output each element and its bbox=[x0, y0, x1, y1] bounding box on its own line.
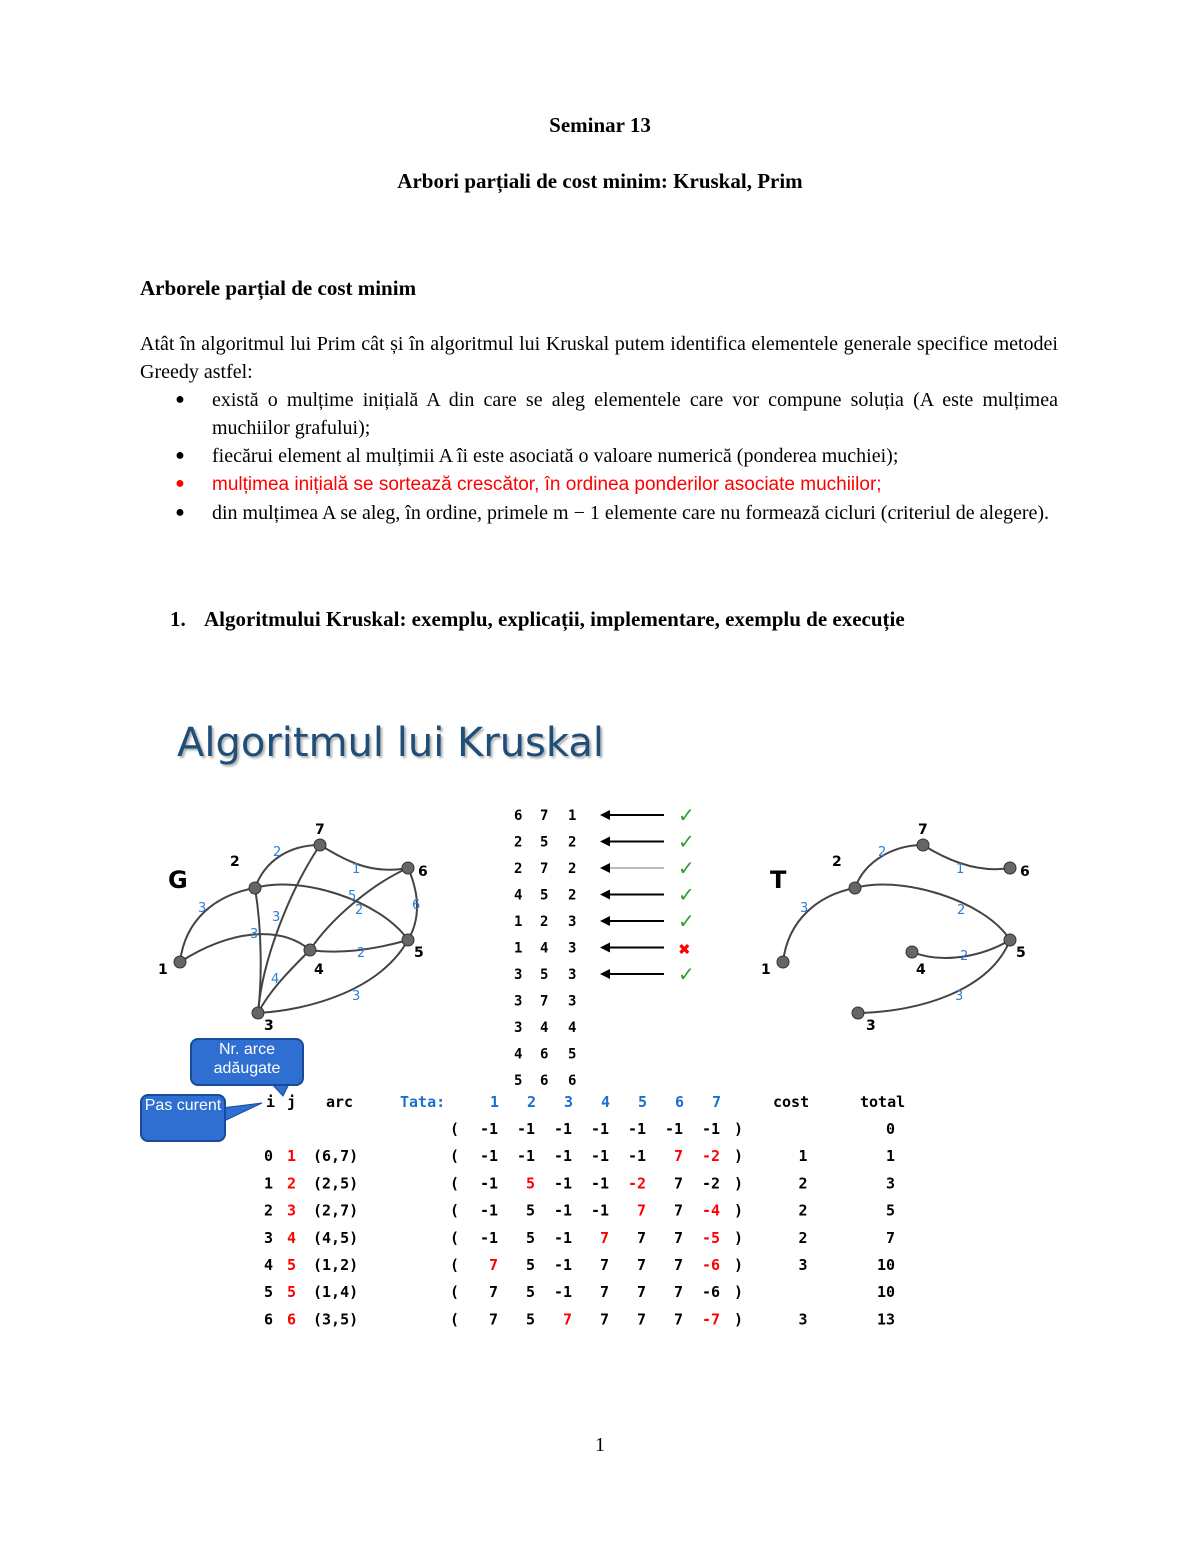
row-paren: ) bbox=[734, 1283, 744, 1302]
g-node bbox=[402, 934, 414, 946]
row-arc: (2,5) bbox=[313, 1174, 359, 1193]
g-node-label: 2 bbox=[230, 854, 240, 870]
g-edge-1-2 bbox=[180, 888, 255, 962]
sorted-edge-to: 7 bbox=[540, 808, 549, 824]
row-i: 4 bbox=[264, 1256, 274, 1274]
g-node bbox=[249, 882, 261, 894]
g-node-label: 7 bbox=[315, 822, 325, 838]
header-total: total bbox=[860, 1093, 906, 1111]
row-tata-value: 5 bbox=[525, 1283, 535, 1302]
row-tata-value: -1 bbox=[590, 1147, 609, 1166]
row-paren: ( bbox=[450, 1147, 460, 1166]
row-paren: ( bbox=[450, 1228, 460, 1247]
row-arc: (6,7) bbox=[313, 1147, 359, 1166]
row-cost: 2 bbox=[798, 1201, 808, 1220]
row-arc: (3,5) bbox=[313, 1310, 359, 1329]
row-j: 5 bbox=[287, 1256, 297, 1274]
row-tata-value: -1 bbox=[590, 1120, 609, 1138]
arrow-head bbox=[600, 969, 610, 979]
row-i: 5 bbox=[264, 1283, 274, 1302]
g-edge-4-3 bbox=[258, 950, 310, 1013]
sorted-edge-weight: 4 bbox=[568, 1020, 577, 1036]
t-node-label: 3 bbox=[866, 1018, 876, 1034]
check-icon: ✓ bbox=[678, 829, 695, 854]
arrow-head bbox=[600, 890, 610, 900]
t-edge-2-5 bbox=[855, 885, 1010, 940]
g-weight-label: 6 bbox=[412, 898, 421, 913]
callout-current-step: Pas curent bbox=[140, 1094, 226, 1142]
intro-paragraph: Atât în algoritmul lui Prim cât și în algoritmul lui Kruskal putem identifica elementele generale specifice metodei Greedy astfel: bbox=[140, 333, 1058, 383]
arrow-head bbox=[600, 943, 610, 953]
row-tata-value: 7 bbox=[636, 1310, 646, 1329]
row-j: 4 bbox=[287, 1228, 297, 1247]
row-paren: ) bbox=[734, 1174, 744, 1193]
sorted-edge-from: 3 bbox=[514, 967, 523, 983]
row-total: 13 bbox=[876, 1310, 895, 1329]
sorted-edge-weight: 6 bbox=[568, 1073, 577, 1089]
row-tata-value: 7 bbox=[599, 1310, 609, 1329]
t-node bbox=[777, 956, 789, 968]
sorted-edge-from: 2 bbox=[514, 861, 523, 877]
t-node-label: 4 bbox=[916, 962, 926, 978]
row-paren: ) bbox=[734, 1201, 744, 1220]
t-weight-label: 3 bbox=[955, 989, 964, 1004]
row-tata-value: 7 bbox=[599, 1283, 609, 1302]
row-j: 5 bbox=[287, 1283, 297, 1302]
g-weight-label: 1 bbox=[352, 862, 361, 877]
bullet-icon: ● bbox=[175, 447, 185, 464]
t-edge-2-7 bbox=[855, 845, 923, 888]
g-node bbox=[252, 1007, 264, 1019]
row-tata-value: 7 bbox=[636, 1283, 646, 1302]
graph-t-weights bbox=[800, 845, 968, 1004]
row-arc: (4,5) bbox=[313, 1228, 359, 1247]
row-i: 0 bbox=[264, 1147, 274, 1166]
row-tata-value: -7 bbox=[701, 1310, 720, 1329]
check-icon: ✓ bbox=[678, 856, 695, 880]
sorted-edge-weight: 5 bbox=[568, 1046, 577, 1063]
header-col: 1 bbox=[490, 1093, 500, 1111]
row-tata-value: -1 bbox=[590, 1174, 609, 1193]
header-tata: Tata: bbox=[400, 1093, 446, 1111]
g-weight-label: 2 bbox=[357, 946, 366, 961]
check-icon: ✓ bbox=[678, 803, 695, 827]
t-node-label: 2 bbox=[832, 854, 842, 870]
header-col: 7 bbox=[712, 1093, 722, 1111]
t-edge-7-6 bbox=[923, 845, 1010, 869]
sorted-edge-to: 4 bbox=[540, 940, 549, 957]
g-node-label: 1 bbox=[158, 962, 168, 978]
row-tata-value: 7 bbox=[673, 1174, 683, 1193]
g-edge-7-6 bbox=[320, 845, 408, 870]
sorted-edge-weight: 1 bbox=[568, 808, 577, 824]
g-node bbox=[314, 839, 326, 851]
sorted-edge-to: 4 bbox=[540, 1020, 549, 1036]
row-tata-value: -1 bbox=[479, 1201, 498, 1220]
bullet-icon: ● bbox=[175, 504, 185, 521]
graph-g-nodes bbox=[174, 839, 414, 1019]
t-weight-label: 2 bbox=[957, 903, 966, 918]
row-tata-value: 7 bbox=[673, 1256, 683, 1274]
row-tata-value: -1 bbox=[553, 1174, 572, 1193]
row-tata-value: -1 bbox=[553, 1256, 572, 1274]
bullet-text-highlight: mulțimea inițială se sortează crescător, în ordinea ponderilor asociate muchiilor; bbox=[212, 474, 882, 495]
header-arc: arc bbox=[326, 1093, 354, 1111]
row-cost: 2 bbox=[798, 1174, 808, 1193]
sorted-edge-to: 7 bbox=[540, 993, 549, 1010]
graph-t-label: T bbox=[770, 866, 787, 894]
row-paren: ( bbox=[450, 1174, 460, 1193]
row-tata-value: -6 bbox=[701, 1256, 720, 1274]
row-j: 6 bbox=[287, 1310, 297, 1329]
row-total: 0 bbox=[885, 1120, 895, 1138]
header-i: i bbox=[266, 1093, 276, 1111]
row-tata-value: -6 bbox=[701, 1283, 720, 1302]
g-node-label: 3 bbox=[264, 1018, 274, 1034]
section-title: Arborele parțial de cost minim bbox=[140, 276, 417, 300]
sorted-edge-from: 5 bbox=[514, 1073, 523, 1089]
row-total: 3 bbox=[885, 1174, 895, 1193]
g-weight-label: 2 bbox=[273, 845, 282, 860]
g-node-label: 6 bbox=[418, 864, 428, 880]
arrow-head bbox=[600, 863, 610, 873]
header-col: 4 bbox=[601, 1093, 611, 1111]
g-weight-label: 3 bbox=[272, 910, 281, 925]
t-node bbox=[917, 839, 929, 851]
g-weight-label: 2 bbox=[355, 903, 364, 918]
row-tata-value: -2 bbox=[701, 1147, 720, 1166]
row-tata-value: -1 bbox=[553, 1201, 572, 1220]
row-arc: (2,7) bbox=[313, 1201, 359, 1220]
sorted-edge-weight: 3 bbox=[568, 914, 577, 930]
row-tata-value: -1 bbox=[516, 1147, 535, 1166]
callout-pointer bbox=[222, 1103, 262, 1122]
t-weight-label: 2 bbox=[878, 845, 887, 860]
t-node bbox=[1004, 862, 1016, 874]
row-paren: ( bbox=[450, 1283, 460, 1302]
row-tata-value: -1 bbox=[479, 1120, 498, 1138]
sorted-edge-from: 3 bbox=[514, 1020, 523, 1036]
row-tata-value: -2 bbox=[701, 1174, 720, 1193]
g-weight-label: 4 bbox=[271, 972, 280, 987]
t-node bbox=[1004, 934, 1016, 946]
check-icon: ✓ bbox=[678, 909, 695, 933]
row-tata-value: -1 bbox=[664, 1120, 683, 1138]
sorted-edge-to: 6 bbox=[540, 1046, 549, 1063]
slide-title: Algoritmul lui Kruskal bbox=[177, 720, 604, 766]
row-tata-value: -1 bbox=[553, 1283, 572, 1302]
row-tata-value: 5 bbox=[525, 1256, 535, 1274]
bullet-text: fiecărui element al mulțimii A îi este asociată o valoare numerică (ponderea muchiei); bbox=[212, 445, 899, 467]
header-col: 2 bbox=[527, 1093, 537, 1111]
row-tata-value: 7 bbox=[562, 1310, 572, 1329]
t-node-label: 5 bbox=[1016, 945, 1026, 961]
sorted-edge-list bbox=[514, 808, 576, 1089]
graph-t-node-labels bbox=[761, 822, 1030, 1034]
row-tata-value: 7 bbox=[636, 1228, 646, 1247]
row-tata-value: 7 bbox=[673, 1147, 683, 1166]
g-edge-7-3 bbox=[258, 845, 320, 1013]
graph-g-label: G bbox=[168, 866, 188, 894]
row-i: 2 bbox=[264, 1201, 274, 1220]
row-i: 1 bbox=[264, 1174, 274, 1193]
row-tata-value: 7 bbox=[599, 1228, 609, 1247]
sorted-edge-from: 1 bbox=[514, 940, 523, 957]
sorted-edge-from: 4 bbox=[514, 887, 523, 904]
bullet-icon: ● bbox=[175, 475, 185, 492]
header-j: j bbox=[287, 1093, 297, 1111]
t-node-label: 1 bbox=[761, 962, 771, 978]
g-node-label: 4 bbox=[314, 962, 324, 978]
graph-t-nodes bbox=[777, 839, 1016, 1019]
row-tata-value: 7 bbox=[488, 1310, 498, 1329]
sorted-edge-from: 6 bbox=[514, 808, 523, 824]
t-weight-label: 1 bbox=[956, 862, 965, 877]
row-tata-value: 5 bbox=[525, 1228, 535, 1247]
row-tata-value: -1 bbox=[627, 1120, 646, 1138]
row-tata-value: 7 bbox=[636, 1256, 646, 1274]
bullet-text: din mulțimea A se aleg, în ordine, primele m − 1 elemente care nu formează cicluri (criteriul de alegere). bbox=[212, 502, 1050, 524]
t-weight-label: 2 bbox=[960, 949, 969, 964]
row-paren: ) bbox=[734, 1310, 744, 1329]
g-node-label: 5 bbox=[414, 945, 424, 961]
row-total: 7 bbox=[885, 1228, 895, 1247]
sorted-edge-from: 2 bbox=[514, 834, 523, 851]
row-cost: 2 bbox=[798, 1228, 808, 1247]
row-tata-value: -1 bbox=[553, 1120, 572, 1138]
row-tata-value: 7 bbox=[673, 1228, 683, 1247]
sorted-edge-weight: 2 bbox=[568, 861, 577, 877]
sorted-edge-to: 5 bbox=[540, 834, 549, 851]
seminar-title: Seminar 13 bbox=[549, 113, 651, 137]
check-icon: ✓ bbox=[678, 882, 695, 907]
cross-icon: ✖ bbox=[678, 940, 691, 959]
row-tata-value: 7 bbox=[599, 1256, 609, 1274]
g-edge-1-4 bbox=[180, 934, 310, 962]
row-tata-value: -1 bbox=[627, 1147, 646, 1166]
t-node bbox=[849, 882, 861, 894]
header-col: 5 bbox=[638, 1093, 648, 1111]
row-total: 10 bbox=[876, 1256, 895, 1274]
g-weight-label: 3 bbox=[198, 901, 207, 916]
arrow-head bbox=[600, 810, 610, 820]
row-tata-value: -1 bbox=[516, 1120, 535, 1138]
row-arc: (1,4) bbox=[313, 1283, 359, 1302]
sorted-edge-weight: 3 bbox=[568, 967, 577, 983]
sorted-edge-weight: 3 bbox=[568, 940, 577, 957]
edge-selection-arrows bbox=[600, 803, 695, 986]
sorted-edge-weight: 3 bbox=[568, 993, 577, 1010]
sorted-edge-weight: 2 bbox=[568, 887, 577, 904]
row-cost: 3 bbox=[798, 1310, 808, 1329]
row-tata-value: -1 bbox=[553, 1147, 572, 1166]
sorted-edge-from: 1 bbox=[514, 914, 523, 930]
row-paren: ( bbox=[450, 1256, 460, 1274]
sorted-edge-weight: 2 bbox=[568, 834, 577, 851]
sorted-edge-from: 3 bbox=[514, 993, 523, 1010]
t-node-label: 7 bbox=[918, 822, 928, 838]
graph-t bbox=[783, 845, 1010, 1013]
g-edge-2-3 bbox=[255, 888, 261, 1013]
g-edge-2-7 bbox=[255, 845, 320, 888]
sorted-edge-to: 6 bbox=[540, 1073, 549, 1089]
header-cost: cost bbox=[773, 1093, 810, 1111]
g-weight-label: 3 bbox=[352, 989, 361, 1004]
g-weight-label: 5 bbox=[348, 889, 357, 904]
row-paren: ( bbox=[450, 1201, 460, 1220]
row-j: 1 bbox=[287, 1147, 297, 1166]
row-total: 10 bbox=[876, 1283, 895, 1302]
row-tata-value: -5 bbox=[701, 1228, 720, 1247]
row-tata-value: -1 bbox=[701, 1120, 720, 1138]
row-tata-value: 5 bbox=[525, 1174, 535, 1193]
execution-table bbox=[264, 1093, 905, 1328]
sorted-edge-to: 5 bbox=[540, 967, 549, 983]
seminar-subtitle: Arbori parțiali de cost minim: Kruskal, Prim bbox=[397, 169, 803, 193]
row-paren: ) bbox=[734, 1256, 744, 1274]
row-tata-value: -4 bbox=[701, 1201, 720, 1220]
graph-g bbox=[180, 845, 417, 1013]
g-node bbox=[174, 956, 186, 968]
header-col: 6 bbox=[675, 1093, 685, 1111]
row-tata-value: -1 bbox=[479, 1228, 498, 1247]
heading-text: Algoritmului Kruskal: exemplu, explicații, implementare, exemplu de execuție bbox=[204, 607, 905, 631]
row-paren: ) bbox=[734, 1228, 744, 1247]
row-tata-value: 5 bbox=[525, 1310, 535, 1329]
sorted-edge-to: 7 bbox=[540, 861, 549, 877]
heading-number: 1. bbox=[170, 607, 186, 631]
row-paren: ) bbox=[734, 1147, 744, 1166]
row-tata-value: -1 bbox=[479, 1147, 498, 1166]
g-node bbox=[304, 944, 316, 956]
row-total: 5 bbox=[885, 1201, 895, 1220]
t-edge-1-2 bbox=[783, 888, 855, 962]
row-tata-value: 7 bbox=[673, 1283, 683, 1302]
row-cost: 3 bbox=[798, 1256, 808, 1274]
check-icon: ✓ bbox=[678, 962, 695, 986]
t-node bbox=[852, 1007, 864, 1019]
row-i: 3 bbox=[264, 1228, 274, 1247]
bullet-text: există o mulțime inițială A din care se aleg elementele care vor compune soluția (A este mulțimea muchiilor grafului); bbox=[212, 389, 1058, 439]
row-tata-value: 7 bbox=[488, 1256, 498, 1274]
arrow-head bbox=[600, 837, 610, 847]
row-tata-value: 5 bbox=[525, 1201, 535, 1220]
bullet-icon: ● bbox=[175, 391, 185, 408]
graph-g-node-labels bbox=[158, 822, 428, 1034]
g-node bbox=[402, 862, 414, 874]
row-arc: (1,2) bbox=[313, 1256, 359, 1274]
row-tata-value: 7 bbox=[488, 1283, 498, 1302]
page-number: 1 bbox=[595, 1434, 605, 1456]
sorted-edge-from: 4 bbox=[514, 1046, 523, 1063]
row-tata-value: 7 bbox=[673, 1201, 683, 1220]
row-tata-value: -1 bbox=[590, 1201, 609, 1220]
header-col: 3 bbox=[564, 1093, 574, 1111]
row-tata-value: 7 bbox=[636, 1201, 646, 1220]
sorted-edge-to: 2 bbox=[540, 914, 549, 930]
sorted-edge-to: 5 bbox=[540, 887, 549, 904]
row-j: 3 bbox=[287, 1201, 297, 1220]
row-tata-value: 7 bbox=[673, 1310, 683, 1329]
t-weight-label: 3 bbox=[800, 901, 809, 916]
row-tata-value: -1 bbox=[553, 1228, 572, 1247]
row-paren: ) bbox=[734, 1120, 744, 1138]
t-node bbox=[906, 946, 918, 958]
row-paren: ( bbox=[450, 1310, 460, 1329]
row-j: 2 bbox=[287, 1174, 297, 1193]
row-i: 6 bbox=[264, 1310, 274, 1329]
t-node-label: 6 bbox=[1020, 864, 1030, 880]
row-paren: ( bbox=[450, 1120, 460, 1138]
row-total: 1 bbox=[885, 1147, 895, 1166]
arrow-head bbox=[600, 916, 610, 926]
row-tata-value: -2 bbox=[627, 1174, 646, 1193]
callout-added-arcs: Nr. arce adăugate bbox=[190, 1038, 304, 1086]
g-weight-label: 3 bbox=[250, 927, 259, 942]
row-tata-value: -1 bbox=[479, 1174, 498, 1193]
row-cost: 1 bbox=[798, 1147, 808, 1166]
